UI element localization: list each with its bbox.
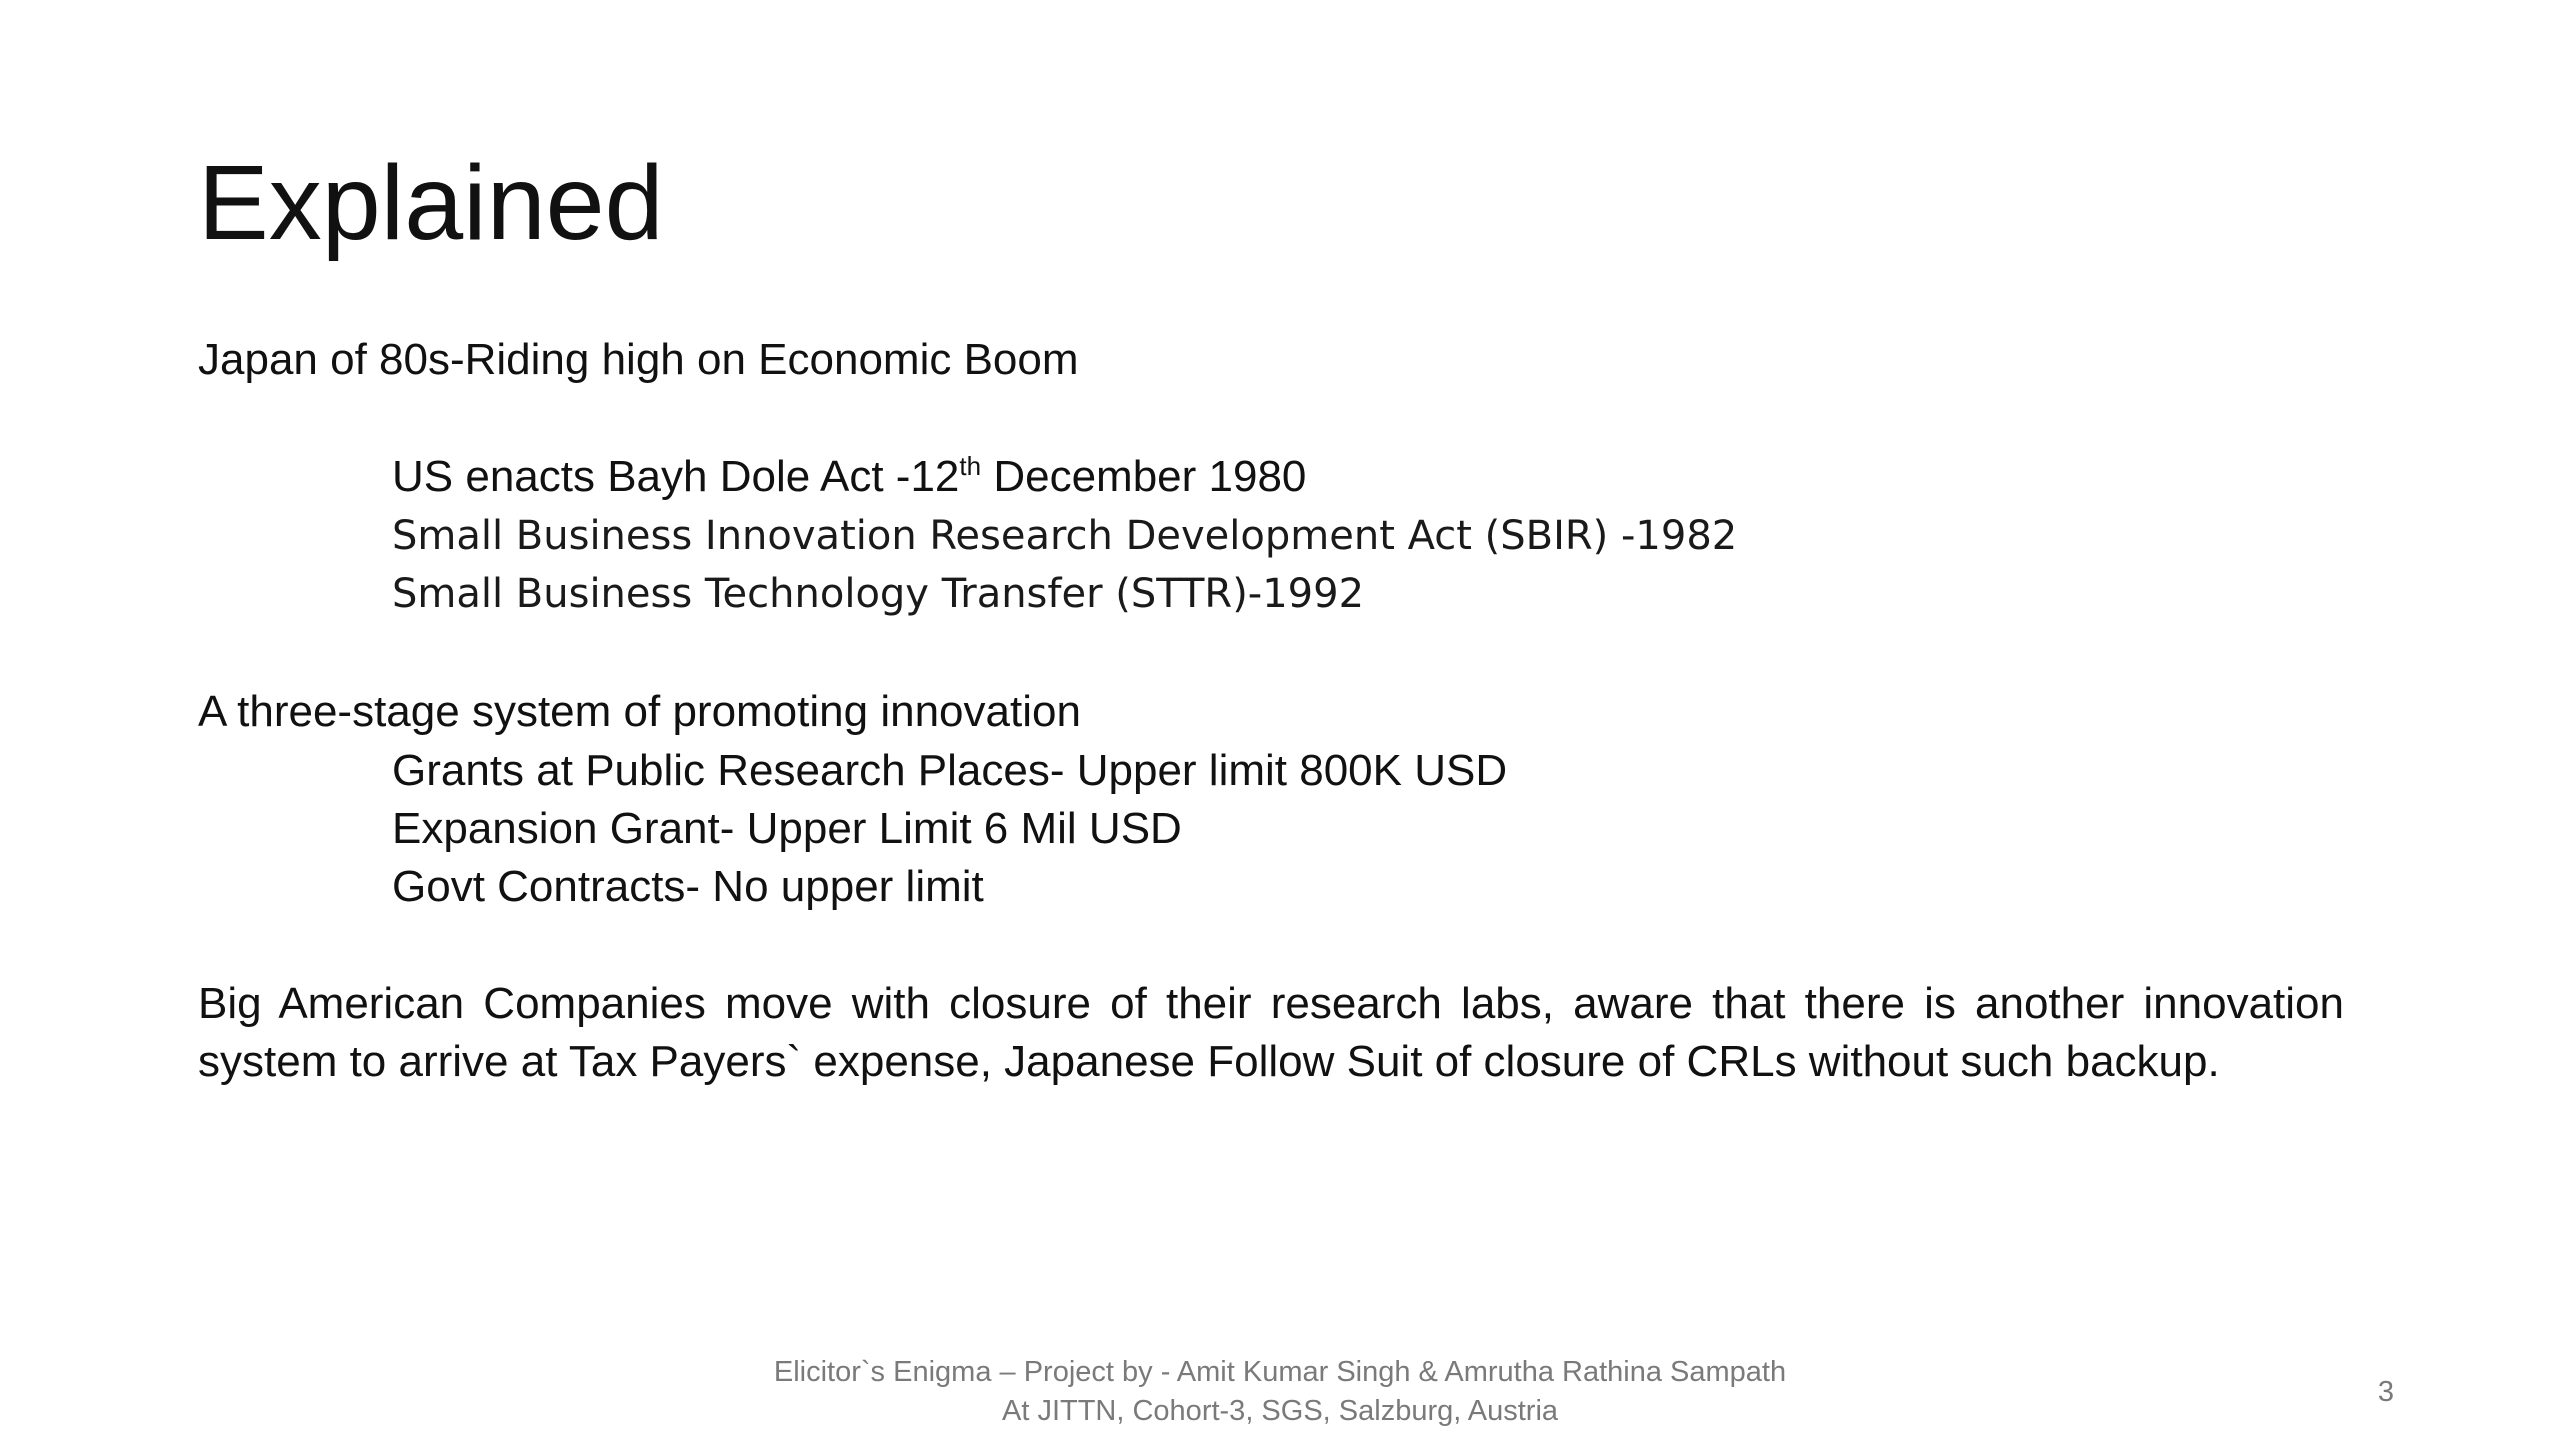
- sbir-item: Small Business Innovation Research Development Act (SBIR) -1982: [392, 513, 1738, 559]
- footer-credits: Elicitor`s Enigma – Project by - Amit Kumar Singh & Amrutha Rathina Sampath: [773, 1356, 1787, 1388]
- page-number: 3: [2377, 1376, 2394, 1408]
- ordinal-suffix: th: [959, 451, 982, 481]
- bayh-dole-text: US enacts Bayh Dole Act -12: [392, 452, 960, 501]
- section1-heading: Japan of 80s-Riding high on Economic Boom: [198, 335, 1079, 384]
- slide-title: Explained: [198, 144, 664, 262]
- bayh-dole-date: December 1980: [981, 452, 1307, 501]
- bayh-dole-item: [392, 451, 1307, 501]
- section2-heading: A three-stage system of promoting innovation: [198, 687, 1081, 736]
- stage-expansion-item: Expansion Grant- Upper Limit 6 Mil USD: [392, 804, 1182, 853]
- closing-paragraph: Big American Companies move with closure of their research labs, aware that there is another innovation system to arrive at Tax Payers` expense, Japanese Follow Suit of closure of CRLs without such backup.: [198, 979, 2344, 1086]
- stage-grants-item: Grants at Public Research Places- Upper limit 800K USD: [392, 746, 1508, 795]
- sttr-item: Small Business Technology Transfer (STTR)-1992: [392, 571, 1365, 617]
- stage-contracts-item: Govt Contracts- No upper limit: [392, 862, 984, 911]
- footer-affiliation: At JITTN, Cohort-3, SGS, Salzburg, Austria: [1001, 1395, 1559, 1427]
